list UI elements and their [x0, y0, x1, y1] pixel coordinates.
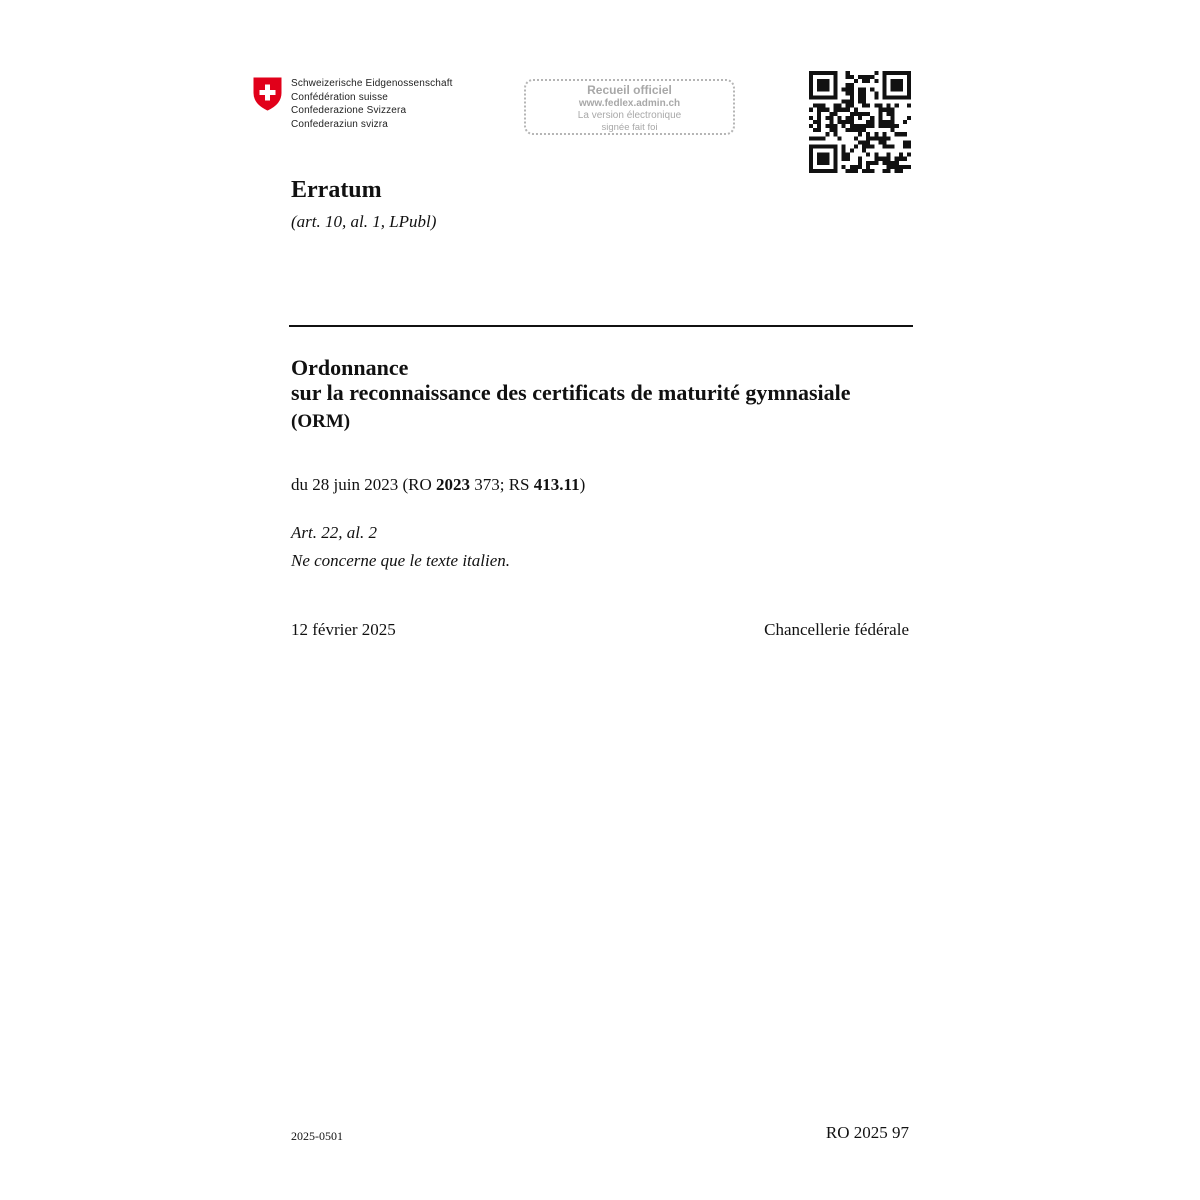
official-collection-stamp	[524, 79, 735, 135]
erratum-title: Erratum	[291, 177, 382, 203]
confederation-names	[291, 77, 453, 131]
date-prefix: du 28 juin 2023 (RO	[291, 475, 436, 494]
section-divider	[289, 325, 913, 327]
ro-year: 2023	[435, 475, 470, 494]
correction-note: Ne concerne que le texte italien.	[291, 551, 511, 570]
stamp-line3: La version électronique	[577, 110, 682, 121]
article-reference: Art. 22, al. 2	[291, 523, 377, 542]
erratum-legal-basis: (art. 10, al. 1, LPubl)	[291, 212, 437, 231]
signature-authority: Chancellerie fédérale	[764, 620, 909, 639]
ordinance-title	[291, 355, 851, 405]
ordinance-title-line1: Ordonnance	[291, 355, 409, 380]
ordinance-abbreviation: (ORM)	[291, 411, 351, 432]
footer-document-number: 2025-0501	[291, 1129, 343, 1143]
stamp-url: www.fedlex.admin.ch	[578, 98, 681, 109]
ro-mid: 373; RS	[469, 475, 534, 494]
footer-ro-reference: RO 2025 97	[825, 1123, 909, 1142]
confederation-name-rm: Confederaziun svizra	[291, 118, 388, 130]
ordinance-date-reference	[291, 475, 585, 495]
stamp-line4: signée fait foi	[601, 122, 658, 133]
stamp-title: Recueil officiel	[587, 83, 672, 97]
swiss-cross-shield-icon	[253, 77, 282, 111]
confederation-name-de: Schweizerische Eidgenossenschaft	[291, 78, 453, 89]
rs-number: 413.11	[533, 475, 580, 494]
confederation-name-it: Confederazione Svizzera	[291, 105, 407, 116]
ordinance-title-line2: sur la reconnaissance des certificats de maturité gymnasiale	[291, 380, 851, 405]
date-suffix: )	[579, 475, 586, 494]
signature-date: 12 février 2025	[291, 620, 396, 639]
confederation-name-fr: Confédération suisse	[291, 91, 388, 103]
qr-code-icon	[809, 71, 911, 173]
